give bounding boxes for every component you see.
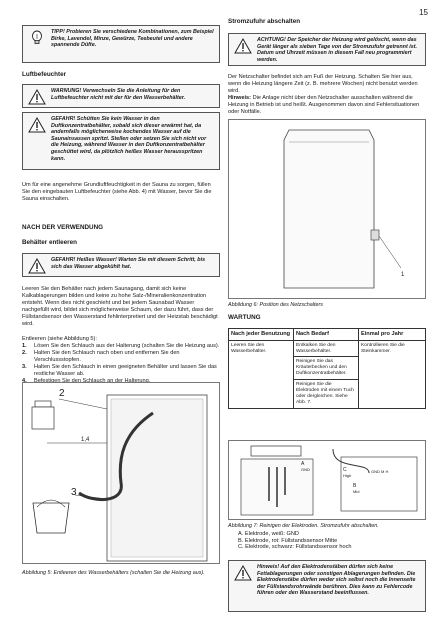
entleeren-steps-intro: Entleeren (siehe Abbildung 5): xyxy=(22,336,97,342)
figure-5-drawing xyxy=(23,383,219,563)
list-item: 2. Halten Sie den Schlauch nach oben und entfernen Sie den Verschlussstopfen. xyxy=(22,350,180,364)
figure-7-label-c-sub: High xyxy=(343,473,352,478)
hint-label: Hinweis: xyxy=(228,95,252,102)
behaelter-entleeren-heading: Behälter entleeren xyxy=(22,239,77,246)
danger2-label: GEFAHR! xyxy=(51,257,76,263)
warning-box-luftbefeuchter xyxy=(22,84,220,108)
figure-5-caption: Abbildung 5: Entleeren des Wasserbehälters (schalten Sie die Heizung aus). xyxy=(22,570,205,576)
danger-icon xyxy=(28,258,46,274)
figure-5-label-2: 2 xyxy=(59,388,65,399)
figure-7-label-a: A xyxy=(301,461,305,467)
figure-6-caption: Abbildung 6: Position des Netzschalters xyxy=(228,302,323,308)
list-item: A. Elektrode, weiß: GND xyxy=(238,531,299,537)
wartung-header-einmal-pro-jahr: Einmal pro Jahr xyxy=(359,329,426,341)
table-row xyxy=(229,340,426,408)
figure-7-label-b-sub: Mid xyxy=(353,489,360,494)
tip-text: Probieren Sie verschiedene Kombinationen, zum Beispiel Birke, Lavendel, Minze, Gewürze, Teebeutel und andere spannende Düfte. xyxy=(51,29,214,49)
attention-box-stromzufuhr xyxy=(228,33,426,66)
list-item: 3. Halten Sie den Schlauch in einen geeigneten Behälter und lassen Sie das restliche Wasser ab. xyxy=(22,364,217,378)
figure-7-label-c: C xyxy=(343,467,347,473)
danger-box-luftbefeuchter xyxy=(22,112,220,170)
wartung-header-nach-jeder-benutzung: Nach jeder Benutzung xyxy=(229,329,294,341)
table-cell: Entkalken Sie den Wasserbehälter. Reinigen Sie das Kräuterbecken und den Duftkonzentratbehälter. Reinigen Sie die Elektroden mit einem Tuch oder dergleichen. Siehe Abb. 7. xyxy=(294,340,359,408)
warning-icon xyxy=(234,565,252,581)
luftbefeuchter-heading: Luftbefeuchter xyxy=(22,71,67,78)
nach-verwendung-heading: NACH DER VERWENDUNG xyxy=(22,224,104,231)
figure-7-label-b: B xyxy=(353,483,357,489)
figure-6-drawing xyxy=(229,120,425,298)
danger-box-hot-water xyxy=(22,253,220,277)
tip-label: TIPP! xyxy=(51,29,65,35)
figure-7-terminal-label: GND M H xyxy=(371,469,389,474)
danger2-text: Heißes Wasser! Warten Sie mit diesem Schritt, bis sich das Wasser abgekühlt hat. xyxy=(51,257,206,270)
attention-label: ACHTUNG! xyxy=(257,37,286,43)
list-item: B. Elektrode, rot: Füllstandssensor Mitte xyxy=(238,537,338,544)
danger1-label: GEFAHR! xyxy=(51,116,76,122)
stromzufuhr-body: Der Netzschalter befindet sich am Fuß der Heizung. Schalten Sie hier aus, wenn die Heizung längere Zeit (z. B. mehrere Wochen) nicht benutzt werden wird. Hinweis: Die Anlage nicht über den Netzschalter ausschalten während die Heizung in Betrieb ist und heißt. Ausgenommen davon sind Fehlersituationen oder Notfälle. xyxy=(228,74,420,116)
entleeren-steps xyxy=(22,343,220,386)
wartung-heading: WARTUNG xyxy=(228,314,261,321)
figure-5-label-1-4: 1,4 xyxy=(81,437,90,443)
wartung-table xyxy=(228,328,426,409)
warning1-label: WARNUNG! xyxy=(51,88,82,94)
figure-7-legend xyxy=(238,531,426,551)
stromzufuhr-heading: Stromzufuhr abschalten xyxy=(228,18,301,25)
hint-box-text: Auf den Elektrodenstäben dürfen sich keine Fettablagerungen oder sonstigen Ablagerungen befinden. Die Elektrodenstäbe dürfen weder sich selbst noch die Innenseite der Füllstandsrohrwände berühren. Dies kann zu Fehlercode führen oder den Wasserstand beeinflussen. xyxy=(257,564,416,597)
luftbefeuchter-body: Um für eine angenehme Grundluftfeuchtigkeit in der Sauna zu sorgen, füllen Sie den eingebauten Luftbefeuchter (siehe Abb. 4) mit Wasser, bevor Sie die Sauna einschalten. xyxy=(22,182,212,203)
figure-7-caption: Abbildung 7: Reinigen der Elektroden. Stromzufuhr abschalten. xyxy=(228,523,379,529)
figure-5-label-3: 3 xyxy=(71,487,77,498)
figure-5 xyxy=(22,382,220,564)
page-number: 15 xyxy=(419,8,428,17)
hint-box-label: Hinweis! xyxy=(257,564,280,570)
danger1-text: Schütten Sie kein Wasser in den Duftkonzentratbehälter, sobald sich dieser erwärmt hat, da andernfalls möglicherweise kochendes Wasser auf die Saunainsassen spritzt. Stellen oder setzen Sie sich nicht vor die Heizung, während Wasser in den Duftkonzentratbehälter geschüttet wird, da plötzlich heißes Wasser herausspritzen kann. xyxy=(51,116,207,162)
figure-6 xyxy=(228,119,426,299)
figure-7 xyxy=(228,440,426,520)
figure-7-label-a-sub: GND xyxy=(301,467,310,472)
warning-icon xyxy=(28,89,46,105)
danger-icon xyxy=(28,117,46,133)
hint-box-electrodes xyxy=(228,560,426,612)
entleeren-body: Leeren Sie den Behälter nach jedem Saunagang, damit sich keine Kalkablagerungen bilden und keine zu hohe Salz-/Mineralienkonzentration entsteht. Wenn dies nicht geschieht und bei jedem Saunabad Wasser nachgefüllt wird, bildet sich möglicherweise Schaum, der dazu führt, dass der Füllstandsensor den Wasserstand fehlinterpretiert und der Heizstab beschädigt wird. xyxy=(22,286,218,328)
tip-box xyxy=(22,25,220,63)
warning1-text: Verwechseln Sie die Anleitung für den Luftbefeuchter nicht mit der für den Wasserbehälter. xyxy=(51,88,186,101)
list-item: 1. Lösen Sie den Schlauch aus der Halterung (schalten Sie die Heizung aus). xyxy=(22,343,220,349)
table-cell: Kontrollieren Sie die Steinkammer. xyxy=(359,340,426,408)
list-item: C. Elektrode, schwarz: Füllstandssensor hoch xyxy=(238,544,352,551)
figure-6-label-1: 1 xyxy=(401,272,405,278)
wartung-header-nach-bedarf: Nach Bedarf xyxy=(294,329,359,341)
lightbulb-icon xyxy=(28,30,46,46)
warning-icon xyxy=(234,38,252,54)
table-cell: Leeren Sie den Wasserbehälter. xyxy=(229,340,294,408)
figure-7-drawing xyxy=(229,441,425,519)
attention-text: Der Speicher der Heizung wird gelöscht, wenn das Gerät länger als sieben Tage von der Stromzufuhr getrennt ist. Datum und Uhrzeit müssen in diesem Fall neu programmiert werden. xyxy=(257,37,418,63)
